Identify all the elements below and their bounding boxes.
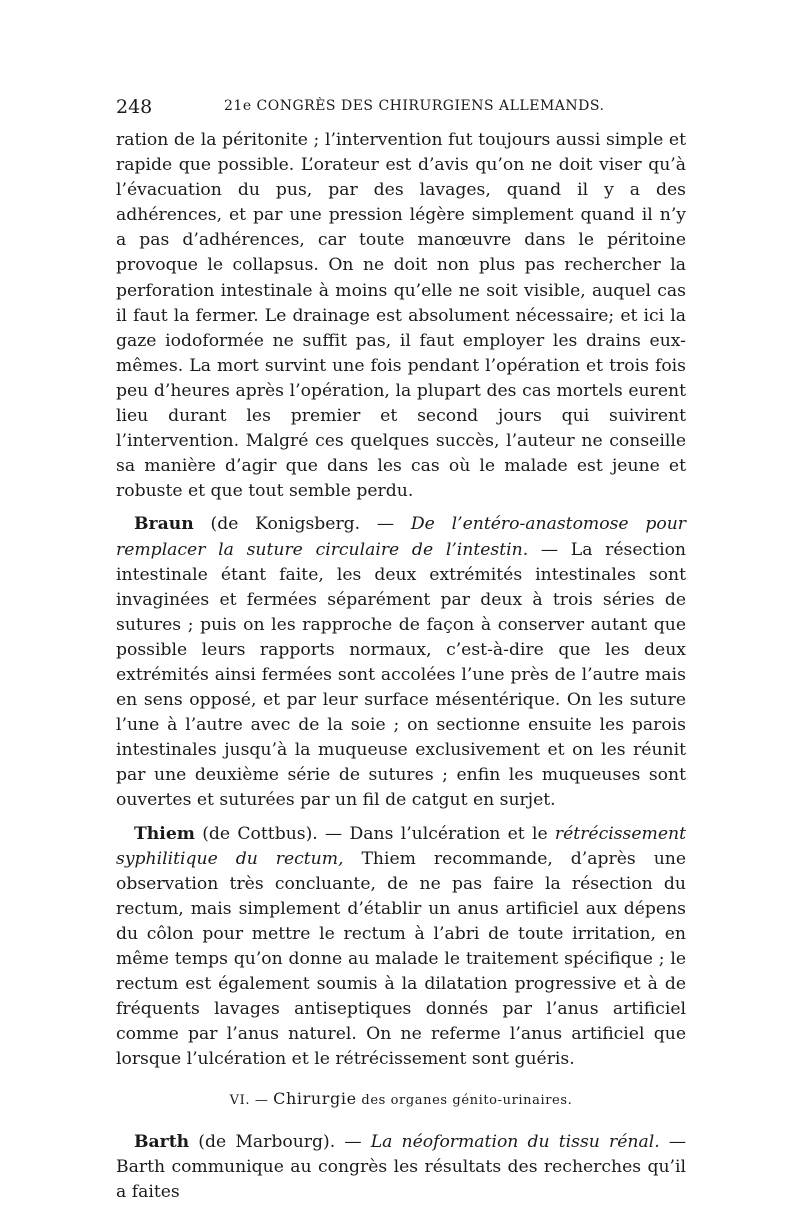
author-name: Thiem bbox=[134, 823, 195, 844]
paragraph-text: — Barth communique au congrès les résultats des recherches qu’il a faites bbox=[116, 1131, 687, 1202]
author-name: Barth bbox=[134, 1131, 190, 1152]
paragraph-text: — La résection intestinale étant faite, les deux extrémités intestinales sont invaginées et fermées séparément par deux à trois séries de sutures ; puis on les rapproche de façon à conserver autant que possible leurs rapports normaux, c’est-à-dire que les deux extrémités ainsi fermées sont accolées l’une près de l’autre mais en sens opposé, et par leur surface mésentérique. On les suture l’une à l’autre avec de la soie ; on sectionne ensuite les parois intestinales jusqu’à la muqueuse exclusivement et on les réunit par une deuxième série de sutures ; enfin les muqueuses sont ouvertes et suturées par un fil de catgut en surjet. bbox=[116, 539, 686, 811]
author-name: Braun bbox=[134, 514, 194, 535]
page-header bbox=[116, 96, 686, 122]
author-place: (de Marbourg). — bbox=[189, 1131, 371, 1152]
section-heading bbox=[116, 1086, 686, 1113]
paragraph-thiem bbox=[116, 822, 686, 1073]
running-title: 21e CONGRÈS DES CHIRURGIENS ALLEMANDS. bbox=[224, 98, 605, 114]
communication-title: rétrécissement syphilitique du rectum, bbox=[116, 823, 686, 869]
author-place: (de Cottbus). — Dans l’ulcération et le bbox=[194, 823, 555, 844]
body-text bbox=[116, 128, 686, 1213]
section-title-first: Chirurgie bbox=[273, 1089, 357, 1109]
paragraph-barth bbox=[116, 1130, 686, 1205]
section-number: VI. — bbox=[229, 1093, 274, 1109]
section-title-rest: des organes génito-urinaires. bbox=[356, 1093, 573, 1109]
paragraph-braun bbox=[116, 512, 686, 813]
communication-title: De l’entéro-anastomose pour remplacer la suture circulaire de l’intestin. bbox=[116, 514, 686, 560]
page-number: 248 bbox=[116, 96, 153, 118]
author-place: (de Konigsberg. — bbox=[193, 514, 411, 535]
communication-title: La néoformation du tissu rénal. bbox=[370, 1131, 660, 1152]
paragraph-text: Thiem recommande, d’après une observation très concluante, de ne pas faire la résection du rectum, mais simplement d’établir un anus artificiel aux dépens du côlon pour mettre le rectum à l’abri de toute irritation, en même temps qu’on donne au malade le traitement spécifique ; le rectum est également soumis à la dilatation progressive et à de fréquents lavages antiseptiques donnés par l’anus artificiel comme par l’anus naturel. On ne referme l’anus artificiel que lorsque l’ulcération et le rétrécissement sont guéris. bbox=[116, 848, 686, 1070]
paragraph-peritonitis: ration de la péritonite ; l’intervention fut toujours aussi simple et rapide que possible. L’orateur est d’avis qu’on ne doit viser qu’à l’évacuation du pus, par des lavages, quand il y a des adhérences, et par une pression légère simplement quand il n’y a pas d’adhérences, car toute manœuvre dans le péritoine provoque le collapsus. On ne doit non plus pas rechercher la perforation intestinale à moins qu’elle ne soit visible, auquel cas il faut la fermer. Le drainage est absolument nécessaire; et ici la gaze iodoformée ne suffit pas, il faut employer les drains eux-mêmes. La mort survint une fois pendant l’opération et trois fois peu d’heures après l’opération, la plupart des cas mortels eurent lieu durant les premier et second jours qui suivirent l’intervention. Malgré ces quelques succès, l’auteur ne conseille sa manière d’agir que dans les cas où le malade est jeune et robuste et que tout semble perdu. bbox=[116, 130, 686, 502]
